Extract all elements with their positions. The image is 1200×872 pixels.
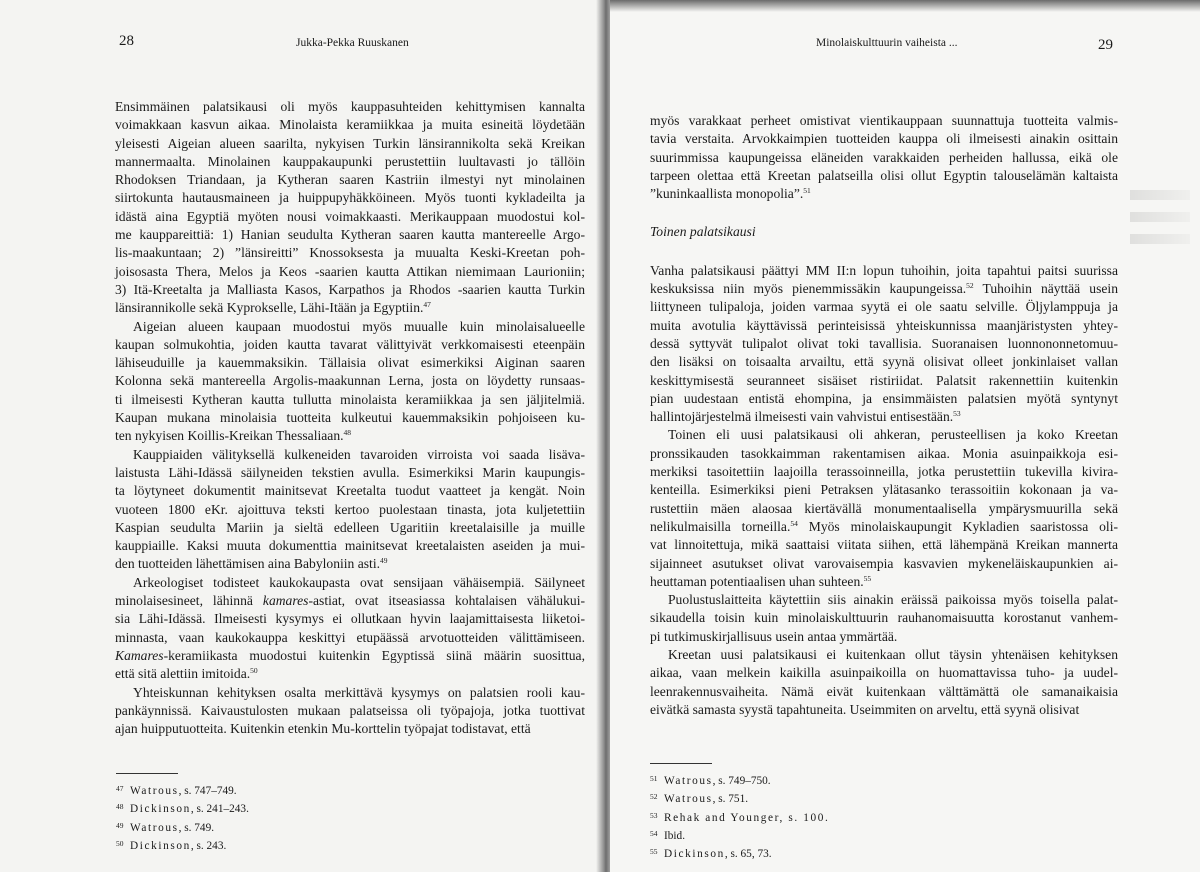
page-number: 29 (1098, 37, 1113, 53)
footnote-ref: 51 (803, 186, 811, 196)
text-line: kaupan solmukohtia, joiden kautta tavarat välittyivät verkkomaisesti eteenpäin (115, 336, 585, 352)
text-line: lähiseuduille ja kauemmaksikin. Tällaisia olivat esimerkiksi Aiginan saaren (115, 355, 585, 371)
text-line: Ensimmäinen palatsikausi oli myös kauppasuhteiden kehittymisen kannalta (115, 99, 585, 114)
text-line: pi tutkimuskirjallisuus usein antaa ymmärtää. (650, 628, 898, 644)
footnote: 49 Watrous, s. 749. (116, 820, 215, 834)
text-line: liittyneen tulipaloja, joiden varmaa syytä ei ole saatu selville. Öljylamppuja ja (650, 299, 1118, 315)
text-line: merkiksi tasoitettiin laajoilla terassoinneilla, jotka perustettiin tukevilla kivira- (650, 464, 1118, 480)
text-line: suurimmissa kaupungeissa eläneiden varakkaiden perheiden hallussa, eikä ole (650, 149, 1118, 165)
footnote-rule (650, 763, 712, 764)
text-line: vuoteen 1800 eKr. ajoittuva teksti kertoo puolestaan tinasta, jota kuljetettiin (115, 501, 585, 517)
text-line: siirtokunta hautausmaineen ja huippupyhäkköineen. Myös tuonti kykladeilta ja (115, 190, 585, 206)
body-text (115, 98, 585, 738)
text-line: ta löytyneet dokumentit mainitsevat Kreetalta tuodut vaatteet ja kengät. Noin (115, 483, 585, 499)
text-line: Rhodoksen Triandaan, ja Kytheran saaren Kastriin ilmestyi nyt minolainen (115, 172, 585, 188)
text-line: Vanha palatsikausi päättyi MM II:n lopun tuhoihin, joita tapahtui paitsi suurissa (650, 262, 1118, 278)
text-line: Kolonna sekä mantereella Argolis-maakunnan Lerna, josta on löydetty runsaas- (115, 373, 585, 389)
text-line: Puolustuslaitteita käytettiin siis ainakin eräissä paikoissa myös toisella palat- (668, 592, 1118, 608)
text-line: länsirannikolle sekä Kyprokselle, Lähi-Itään ja Egyptiin.$^{47}$ (115, 300, 431, 316)
text-line: Arkeologiset todisteet kaukokaupasta ovat sensijaan vähäisempiä. Säilyneet (133, 574, 585, 590)
paragraph (115, 98, 585, 318)
text-line: tarpeen olettaa että Kreetan palatseilla olisi ollut Egyptin talouselämän kaltaista (650, 167, 1118, 183)
paragraph (650, 426, 1118, 591)
text-line: joisosasta Thera, Melos ja Keos -saarien kautta Attikan niemimaan Laurioniin; (115, 263, 585, 279)
text-line: rustettiin mäen alaosaa kiertävällä monumentaalisella ympärysmuurilla sekä (650, 500, 1118, 516)
text-line: pian uudestaan entistä ehompina, ja ensimmäisten palatsien myötä syntynyt (650, 390, 1118, 406)
paragraph (115, 318, 585, 446)
text-line: ti ilmeisesti Kytheran kautta tullutta minolaista keramiikkaa ja sen jäljitelmiä. (115, 391, 585, 407)
text-line: me kauppareittiä: 1) Hanian seudulta Kytheran saaren kautta mantereelle Argo- (115, 227, 585, 243)
body-text (650, 112, 1118, 719)
text-line: Kreetan uusi palatsikausi ei kuitenkaan ollut täysin yhtenäisen kehityksen (668, 647, 1118, 663)
paragraph (650, 646, 1118, 719)
footnote-rule (116, 773, 178, 774)
text-line: mannermaalta. Minolainen kauppakaupunki perustettiin luultavasti jo tällöin (115, 153, 585, 169)
footnote: 55 Dickinson, s. 65, 73. (650, 847, 772, 861)
footnote-ref: 49 (380, 556, 388, 566)
text-line: pankäynnissä. Kaivaustulosten mukaan palatseissa oli työpajoja, jotka tuottivat (115, 702, 585, 718)
text-line: vat linnoitettuja, mikä saattaisi viitata siihen, että lähempänä Kreikan mannerta (650, 537, 1118, 553)
section-subheading: Toinen palatsikausi (650, 224, 756, 240)
paragraph (650, 591, 1118, 646)
text-line: Kauppiaiden välityksellä kulkeneiden tavaroiden virroista voi saada lisäva- (133, 446, 585, 462)
text-line: keskittymisestä seuranneet sisäiset ristiriidat. Palatsit rakennettiin kuitenkin (650, 372, 1118, 388)
text-line: yleisesti Aigeian alueen saarilta, nykyisen Turkin länsirannikolta sekä Kreikan (115, 135, 585, 151)
text-line: heuttaman potentiaalisen uhan suhteen.$^{55}$ (650, 573, 872, 589)
text-line: Kaupan mukana minolaisia tuotteita kulkeutui kauemmaksikin pohjoiseen ku- (115, 410, 585, 426)
text-line: minnasta, vaan kaukokauppa keskittyi etupäässä arvotuotteiden välittämiseen. (115, 629, 585, 645)
text-line: den tuotteiden lähettämisen aina Babyloniin asti.$^{49}$ (115, 556, 388, 572)
footnote-ref: 50 (250, 666, 258, 676)
text-line: pronssikauden tasokkaimman rakentamisen aikaa. Monia asuinpaikkoja esi- (650, 445, 1118, 461)
paragraph (115, 446, 585, 574)
text-line: Yhteiskunnan kehityksen osalta merkittävä kysymys on palatsien rooli kau- (133, 684, 585, 700)
text-line: ten nykyisen Koillis-Kreikan Thessaliaan.$^{48}$ (115, 428, 352, 444)
paragraph (115, 574, 585, 684)
paragraph (650, 112, 1118, 203)
page-number: 28 (119, 33, 134, 49)
footnote-ref: 47 (423, 300, 431, 310)
text-line: sia Lähi-Idässä. Ilmeisesti kysymys ei ollutkaan hyvin laajamittaisesta liiketoi- (115, 611, 585, 627)
scan-shadow (610, 0, 1200, 12)
text-line: sikaudella toisin kuin minolaiskulttuurin rauhanomaisuutta korostanut vanhem- (650, 610, 1118, 626)
footnote: 53 Rehak and Younger, s. 100. (650, 810, 830, 824)
footnotes (116, 781, 249, 854)
footnotes (650, 771, 829, 862)
footnote: 52 Watrous, s. 751. (650, 792, 749, 806)
text-line: Aigeian alueen kaupaan muodostui myös muualle kuin minolaisalueelle (133, 318, 585, 334)
footnote-ref: 54 (790, 518, 798, 528)
text-line: Kaspian seudulta Mariin ja sieltä edelleen Ugaritiin kreetalaisille ja muille (115, 519, 585, 535)
footnote-ref: 52 (966, 281, 974, 291)
text-line: sijainneet asutukset olivat varovaisempia kasvavien mykeneläiskaupunkien ai- (650, 555, 1118, 571)
text-line: ”kuninkaallista monopolia”.$^{51}$ (650, 186, 811, 202)
text-line: Kamares-keramiikasta muodostui kuitenkin Egyptissä siinä määrin suosittua, (115, 647, 585, 663)
text-line: 3) Itä-Kreetalta ja Malliasta Kasos, Karpathos ja Rhodos -saarien kautta Turkin (115, 281, 585, 297)
text-line: kauppiaille. Kaksi muuta dokumenttia mainitsevat kreetalaisten aseiden ja mui- (115, 538, 585, 554)
text-line: kenteilla. Esimerkiksi pieni Petraksen ylätasanko terassoitiin kokonaan ja va- (650, 482, 1118, 498)
running-head: Jukka-Pekka Ruuskanen (296, 37, 409, 49)
text-line: idästä aina Egyptiä myöten nousi voimakkaasti. Merikauppaan muodostui kol- (115, 208, 585, 224)
text-line: leenrakennusvaiheita. Nämä eivät kuitenkaan välttämättä ole samanaikaisia (650, 683, 1118, 699)
text-line: den lisäksi on toisaalta arvailtu, että syynä olisivat olleet jonkinlaiset vallan (650, 354, 1118, 370)
text-line: nelikulmaisilla torneilla.$^{54}$ Myös minolaiskaupungit Kykladien saaristossa oli- (650, 518, 1118, 534)
bleed-through-mark (1130, 212, 1190, 222)
text-line: että sitä alettiin imitoida.$^{50}$ (115, 666, 258, 682)
paragraph (650, 262, 1118, 427)
text-line: Toinen eli uusi palatsikausi oli ahkeran, perusteellisen ja koko Kreetan (668, 427, 1118, 443)
text-line: voimakkaan kasvun aikaa. Minolaista keramiikkaa ja muita esineitä löydetään (115, 117, 585, 133)
footnote: 48 Dickinson, s. 241–243. (116, 802, 249, 816)
text-line: myös varakkaat perheet omistivat vientikauppaan suunnattuja tuotteita valmis- (650, 113, 1118, 128)
text-line: hallintojärjestelmä ilmeisesti vain vahvistui entisestään.$^{53}$ (650, 409, 961, 425)
bleed-through-mark (1130, 190, 1190, 200)
paragraph (115, 684, 585, 739)
footnote-ref: 48 (343, 428, 352, 438)
right-page (610, 0, 1200, 872)
footnote: 50 Dickinson, s. 243. (116, 838, 227, 852)
text-line: minolaisesineet, lähinnä kamares-astiat, ovat itseasiassa kohtalaisen vähälukui- (115, 593, 585, 609)
running-head: Minolaiskulttuurin vaiheista ... (816, 37, 958, 49)
text-line: dessä syttyvät tulipalot olivat toki tavallisia. Suoranaisen luonnononnetomuu- (650, 335, 1118, 351)
text-line: tavia verstaita. Arvokkaimpien tuotteiden kauppa oli ilmeisesti ainakin osittain (650, 131, 1118, 147)
text-line: aikaa, vaan melkein kaikilla asuinpaikoilla on huomattavissa tuho- ja uudel- (650, 665, 1118, 681)
text-line: ajan huipputuotteita. Kuitenkin etenkin Mu-korttelin työpajat todistavat, että (115, 721, 531, 737)
footnote: 51 Watrous, s. 749–750. (650, 774, 771, 787)
text-line: lis-maakuntaan; 2) ”länsireitti” Knossoksesta ja muualta Keski-Kreetan poh- (115, 245, 585, 261)
text-line: muita avotulia käyttävissä perinteisissä yhteiskunnissa maanjäristysten yhtey- (650, 317, 1118, 333)
footnote: 54 Ibid. (650, 828, 686, 842)
footnote: 47 Watrous, s. 747–749. (116, 784, 237, 797)
text-line: laistusta Lähi-Idässä säilyneiden tekstien avulla. Esimerkiksi Marin kaupungis- (115, 464, 585, 480)
text-line: keskuksissa niin myös pienemmissäkin kaupungeissa.$^{52}$ Tuhoihin näyttää usein (650, 281, 1118, 297)
text-line: eivätkä samasta syystä tapahtuneita. Useimmiten on arveltu, että syynä olisivat (650, 701, 1080, 717)
footnote-ref: 55 (863, 573, 872, 583)
footnote-ref: 53 (953, 409, 961, 419)
bleed-through-mark (1130, 234, 1190, 244)
